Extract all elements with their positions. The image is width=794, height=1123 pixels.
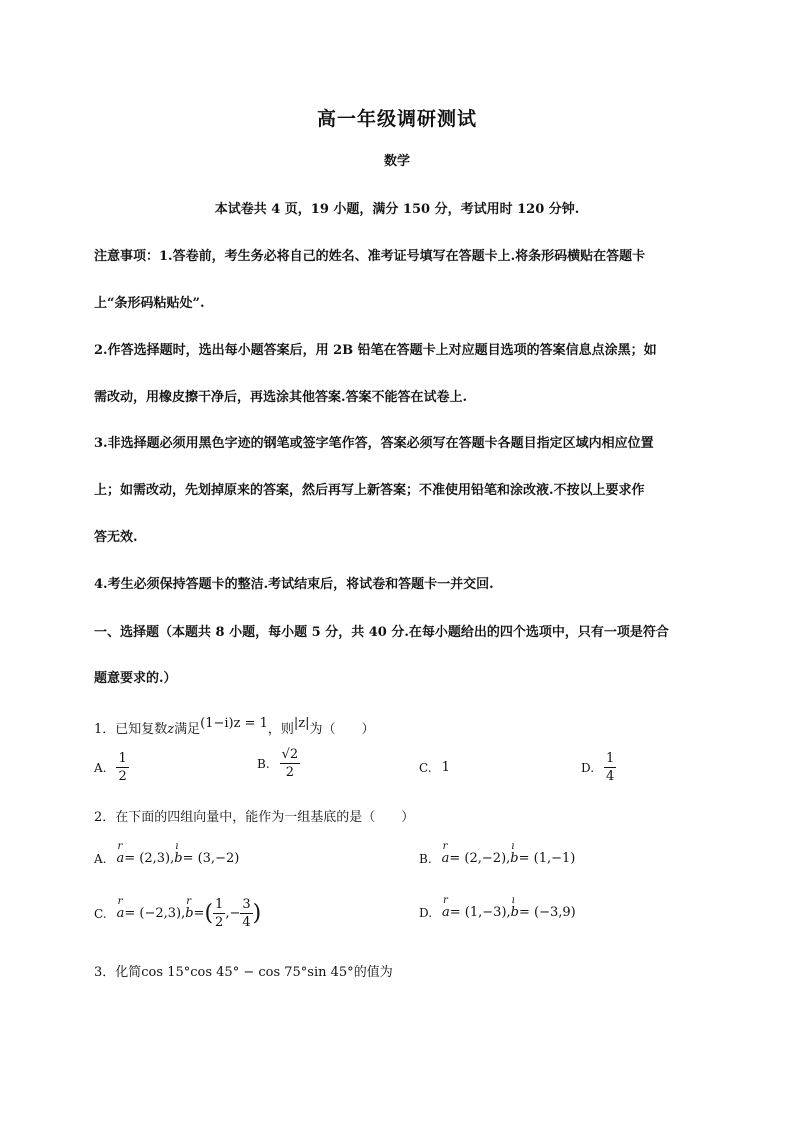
q2-option-a[interactable] xyxy=(94,841,240,866)
fraction xyxy=(280,748,301,779)
option-label: B. xyxy=(257,756,270,771)
q1-suffix: 为（ ） xyxy=(309,722,375,737)
vector-symbol: a xyxy=(441,851,450,866)
vector-value: = (3,−2) xyxy=(182,851,240,866)
notes-line-3: 2.作答选择题时，选出每小题答案后，用 2B 铅笔在答题卡上对应题目选项的答案信息点涂黑；如 xyxy=(94,343,657,358)
vector-value: = (−3,9) xyxy=(518,905,576,920)
numerator: 1 xyxy=(118,751,127,766)
option-label: A. xyxy=(94,851,107,866)
vector-symbol: a xyxy=(116,906,125,921)
left-paren: ( xyxy=(204,901,214,926)
vector-b xyxy=(185,896,194,921)
fraction xyxy=(240,898,252,929)
vector-symbol: b xyxy=(510,905,519,920)
vector-b xyxy=(510,895,519,920)
numerator: √2 xyxy=(281,747,299,762)
option-value: 1 xyxy=(441,760,450,775)
q2-option-d[interactable] xyxy=(419,895,576,920)
option-label: B. xyxy=(419,851,432,866)
exam-info: 本试卷共 4 页，19 小题，满分 150 分，考试用时 120 分钟. xyxy=(214,202,580,217)
denominator: 4 xyxy=(606,769,615,784)
fraction xyxy=(116,752,128,783)
q1-mid: 满足 xyxy=(174,722,201,737)
vector-a xyxy=(442,895,450,920)
vector-equals: = xyxy=(193,906,205,921)
q2-option-c[interactable] xyxy=(94,898,261,929)
q1-option-a[interactable] xyxy=(94,752,129,783)
comma-minus: ,− xyxy=(225,906,241,921)
subject-label: 数学 xyxy=(383,154,410,169)
vector-arrow-icon: ı xyxy=(175,841,179,852)
question-2-stem: 2．在下面的四组向量中，能作为一组基底的是（ ） xyxy=(94,810,415,825)
denominator: 2 xyxy=(215,915,224,930)
notes-line-7: 答无效. xyxy=(94,530,138,545)
q1-option-b[interactable] xyxy=(257,748,300,779)
q1-equation: (1−i)z = 1 xyxy=(200,716,268,731)
numerator: 3 xyxy=(242,897,251,912)
q1-option-d[interactable] xyxy=(581,752,616,783)
vector-value: = (2,3), xyxy=(124,851,175,866)
q3-prefix: 3．化简 xyxy=(94,965,142,980)
denominator: 2 xyxy=(285,765,295,780)
vector-b xyxy=(510,841,519,866)
vector-symbol: b xyxy=(510,851,519,866)
vector-symbol: a xyxy=(442,905,450,920)
fraction xyxy=(604,752,616,783)
q1-then: ，则 xyxy=(267,722,294,737)
vector-value: = (2,−2), xyxy=(449,851,511,866)
vector-symbol: b xyxy=(185,906,194,921)
notes-line-1: 注意事项：1.答卷前，考生务必将自己的姓名、准考证号填写在答题卡上.将条形码横贴在答题卡 xyxy=(94,249,646,264)
vector-a xyxy=(116,841,125,866)
vector-b xyxy=(174,841,183,866)
denominator: 4 xyxy=(242,915,251,930)
vector-arrow-icon: r xyxy=(442,841,448,852)
vector-arrow-icon: ı xyxy=(511,841,515,852)
vector-a xyxy=(116,896,125,921)
option-label: D. xyxy=(419,905,433,920)
notes-line-2: 上“条形码粘贴处”. xyxy=(94,296,205,311)
question-1-stem xyxy=(94,718,375,737)
section-heading-line-2: 题意要求的.） xyxy=(94,671,177,686)
numerator: 1 xyxy=(215,897,224,912)
q1-prefix: 1．已知复数 xyxy=(94,722,168,737)
vector-arrow-icon: r xyxy=(117,841,123,852)
vector-arrow-icon: r xyxy=(186,896,191,907)
q1-var-z: z xyxy=(167,722,175,737)
notes-line-8: 4.考生必须保持答题卡的整洁.考试结束后，将试卷和答题卡一并交回. xyxy=(94,577,494,592)
vector-value: = (1,−1) xyxy=(518,851,576,866)
fraction xyxy=(213,898,225,929)
q1-option-c[interactable] xyxy=(419,760,450,775)
vector-arrow-icon: ı xyxy=(511,895,515,906)
notes-line-6: 上；如需改动，先划掉原来的答案，然后再写上新答案；不准使用铅笔和涂改液.不按以上要求作 xyxy=(94,483,645,498)
option-label: C. xyxy=(419,760,432,775)
vector-arrow-icon: r xyxy=(443,895,448,906)
vector-a xyxy=(441,841,450,866)
question-3-stem xyxy=(94,961,393,980)
section-heading-line-1: 一、选择题（本题共 8 小题，每小题 5 分，共 40 分.在每小题给出的四个选项中，只有一项是符合 xyxy=(94,625,669,640)
vector-arrow-icon: r xyxy=(117,896,123,907)
q1-abs-z: |z| xyxy=(293,716,310,731)
vector-symbol: b xyxy=(174,851,183,866)
q3-suffix: 的值为 xyxy=(353,965,393,980)
q3-expression: cos 15°cos 45° − cos 75°sin 45° xyxy=(141,965,354,980)
option-label: A. xyxy=(94,760,107,775)
vector-value: = (1,−3), xyxy=(449,905,511,920)
numerator: 1 xyxy=(606,751,615,766)
option-label: C. xyxy=(94,906,107,921)
exam-title: 高一年级调研测试 xyxy=(316,108,477,130)
right-paren: ) xyxy=(252,901,262,926)
vector-value: = (−2,3), xyxy=(124,906,186,921)
vector-symbol: a xyxy=(116,851,125,866)
notes-line-5: 3.非选择题必须用黑色字迹的钢笔或签字笔作答，答案必须写在答题卡各题目指定区域内相应位置 xyxy=(94,436,654,451)
notes-line-4: 需改动，用橡皮擦干净后，再选涂其他答案.答案不能答在试卷上. xyxy=(94,390,468,405)
option-label: D. xyxy=(581,760,595,775)
denominator: 2 xyxy=(118,769,127,784)
q2-option-b[interactable] xyxy=(419,841,576,866)
